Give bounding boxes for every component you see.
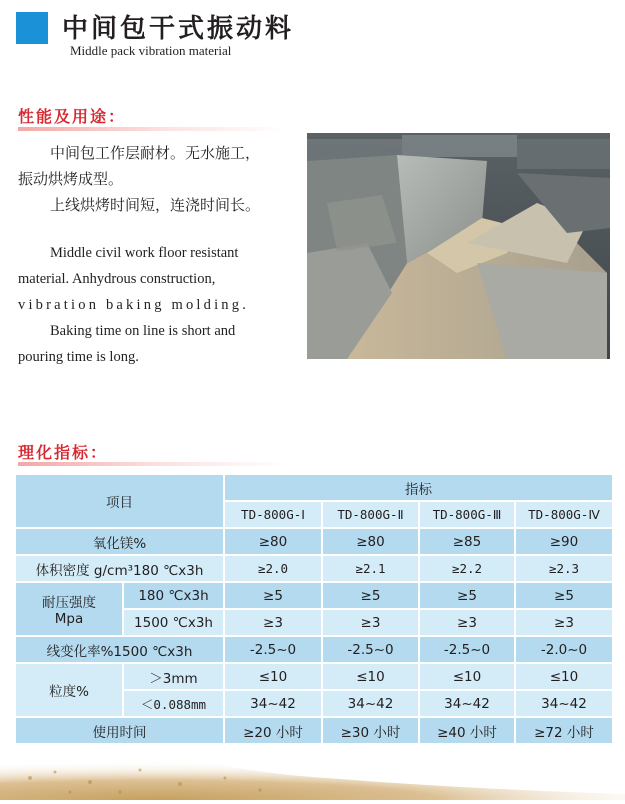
grade-header: TD-800G-Ⅲ (419, 501, 515, 528)
table-cell: ≤10 (322, 663, 419, 690)
cn-line: 上线烘烤时间短，连浇时间长。 (50, 196, 261, 214)
table-cell: ≥2.0 (224, 555, 322, 582)
table-row (15, 717, 613, 744)
cn-description (18, 140, 308, 218)
cn-line: 振动烘烤成型。 (18, 170, 124, 188)
table-cell: ≥80 (224, 528, 322, 555)
row-label-granularity: 粒度% (15, 663, 123, 717)
section-heading-usage: 性能及用途： (18, 107, 127, 126)
grade-header: TD-800G-Ⅱ (322, 501, 419, 528)
table-cell: -2.5~0 (224, 636, 322, 663)
grade-header: TD-800G-Ⅰ (224, 501, 322, 528)
table-cell: ≥2.3 (515, 555, 613, 582)
row-label-service: 使用时间 (15, 717, 224, 744)
table-cell: 34~42 (322, 690, 419, 717)
table-row (15, 474, 613, 501)
row-condition: 180 ℃x3h (123, 582, 224, 609)
table-cell: ≥2.1 (322, 555, 419, 582)
table-cell: -2.0~0 (515, 636, 613, 663)
table-cell: ≤10 (224, 663, 322, 690)
row-condition: ＞3mm (123, 663, 224, 690)
row-label-mgo: 氧化镁% (15, 528, 224, 555)
table-cell: -2.5~0 (419, 636, 515, 663)
table-cell: ≥80 (322, 528, 419, 555)
section-divider (18, 127, 288, 131)
table-row (15, 582, 613, 609)
en-line: Middle civil work floor resistant (50, 245, 239, 261)
table-cell: 34~42 (515, 690, 613, 717)
table-cell: ≥5 (322, 582, 419, 609)
table-header-index: 指标 (224, 474, 613, 501)
table-cell: ≥30 小时 (322, 717, 419, 744)
table-cell: ≥5 (419, 582, 515, 609)
table-row (15, 636, 613, 663)
table-cell: ≥3 (419, 609, 515, 636)
en-description (18, 240, 273, 370)
table-cell: ≥72 小时 (515, 717, 613, 744)
header-accent-square (16, 12, 48, 44)
en-line: pouring time is long. (18, 349, 139, 365)
section-divider (18, 462, 288, 466)
row-condition: 1500 ℃x3h (123, 609, 224, 636)
page-subtitle: Middle pack vibration material (70, 43, 232, 58)
strength-unit: Mpa (54, 611, 84, 627)
table-cell: 34~42 (419, 690, 515, 717)
table-cell: ≤10 (419, 663, 515, 690)
en-line: Baking time on line is short and (50, 323, 236, 339)
table-cell: ≥20 小时 (224, 717, 322, 744)
table-row (15, 528, 613, 555)
table-cell: ≥3 (322, 609, 419, 636)
spec-table (14, 473, 614, 745)
strength-label: 耐压强度 (42, 595, 96, 611)
row-label-strength (15, 582, 123, 636)
table-cell: -2.5~0 (322, 636, 419, 663)
table-cell: ≥40 小时 (419, 717, 515, 744)
table-cell: ≥2.2 (419, 555, 515, 582)
row-label-density: 体积密度 g/cm³180 ℃x3h (15, 555, 224, 582)
table-cell: ≥5 (224, 582, 322, 609)
table-cell: ≥90 (515, 528, 613, 555)
table-cell: ≥3 (515, 609, 613, 636)
table-row (15, 555, 613, 582)
row-condition: ＜0.088mm (123, 690, 224, 717)
page-title: 中间包干式振动料 (62, 14, 295, 44)
table-cell: ≥85 (419, 528, 515, 555)
table-cell: ≥5 (515, 582, 613, 609)
en-line: material. Anhydrous construction, (18, 271, 216, 287)
material-pile-decoration (0, 748, 625, 800)
table-header-item: 项目 (15, 474, 224, 528)
cn-line: 中间包工作层耐材。无水施工， (50, 144, 261, 162)
table-row (15, 663, 613, 690)
grade-header: TD-800G-Ⅳ (515, 501, 613, 528)
row-label-linear: 线变化率%1500 ℃x3h (15, 636, 224, 663)
tundish-photo (307, 133, 610, 359)
section-heading-specs: 理化指标： (18, 443, 109, 462)
en-line: vibration baking molding. (18, 297, 250, 313)
table-cell: ≤10 (515, 663, 613, 690)
table-cell: 34~42 (224, 690, 322, 717)
table-cell: ≥3 (224, 609, 322, 636)
